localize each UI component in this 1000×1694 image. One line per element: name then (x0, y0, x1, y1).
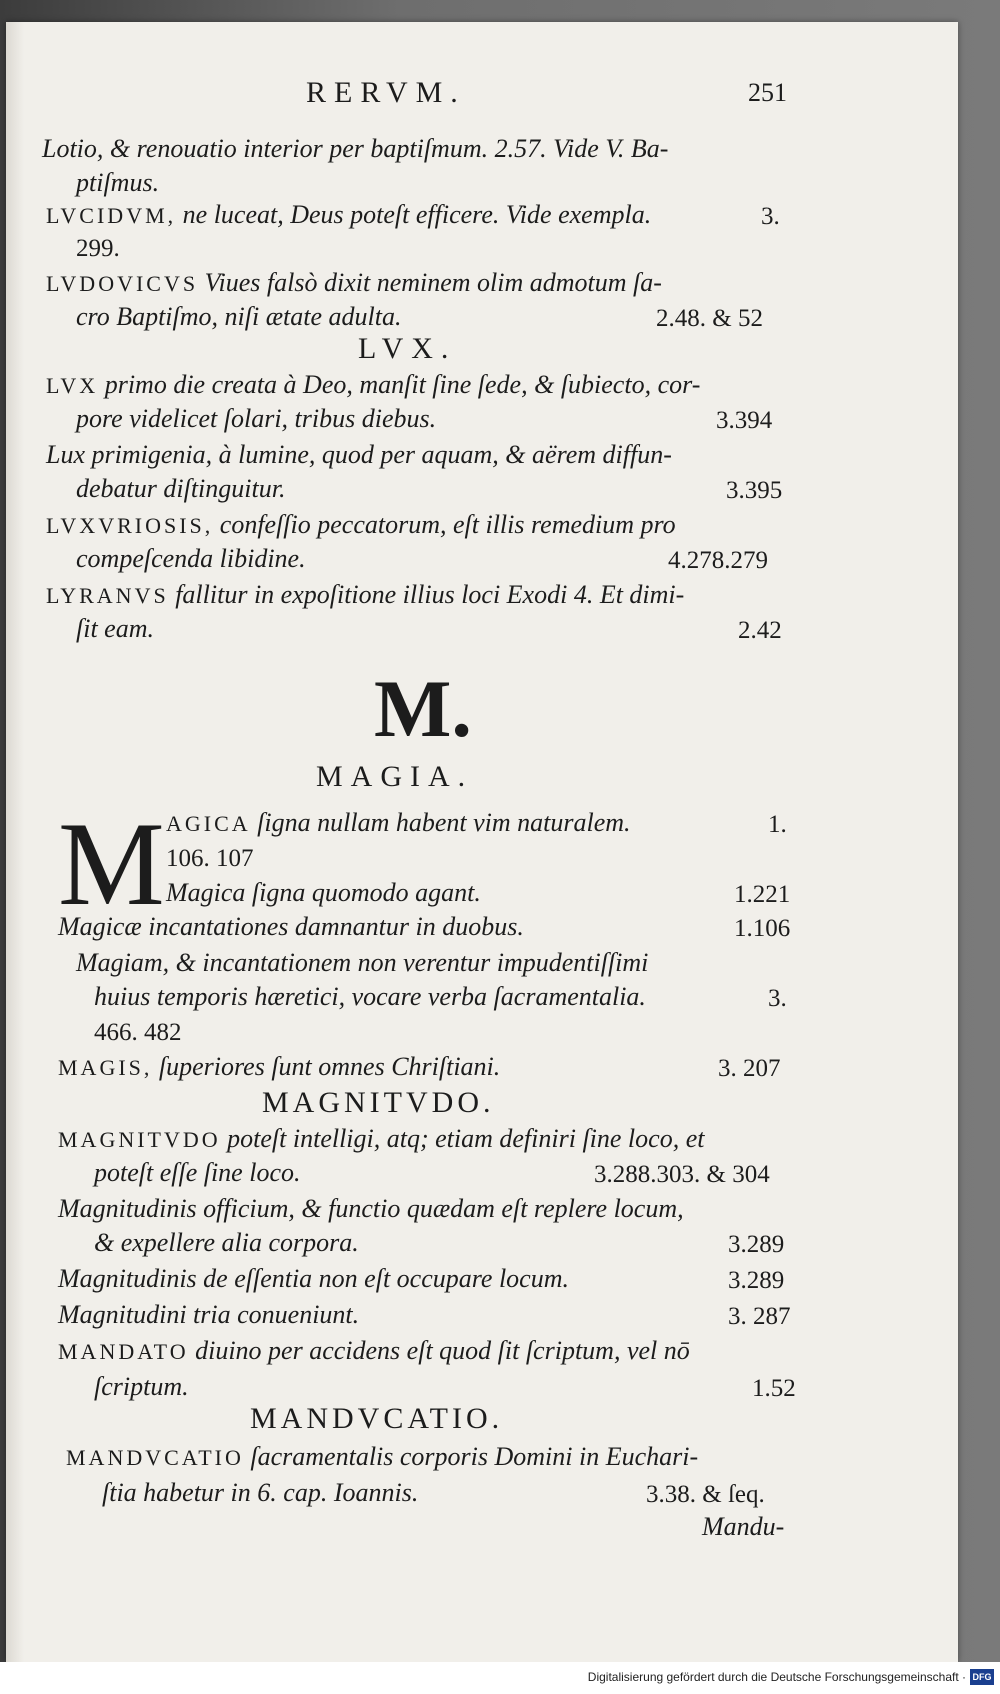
index-entry-magica-cont: 106. 107 (166, 845, 254, 872)
index-entry-lyranus: LYRANVS fallitur in expoſitione illius loci Exodi 4. Et dimi- (46, 580, 685, 609)
index-ref: 3. 287 (728, 1303, 791, 1330)
index-entry-magnitudini: Magnitudini tria conueniunt. (58, 1300, 360, 1329)
index-entry-lux-primigenia-cont: debatur diſtinguitur. (76, 474, 286, 503)
section-letter: M. (374, 663, 472, 754)
index-entry-lux-primigenia: Lux primigenia, à lumine, quod per aquam, & aërem diffun- (46, 440, 672, 469)
index-entry-magica-signa: Magica ſigna quomodo agant. (166, 878, 481, 907)
index-entry-lux-cont: pore videlicet ſolari, tribus diebus. (76, 404, 437, 433)
index-entry-ludovicus: LVDOVICVS Viues falsò dixit neminem olim admotum ſa- (46, 268, 662, 297)
index-entry-lucidum: LVCIDVM, ne luceat, Deus poteſt efficere. Vide exempla. (46, 200, 652, 229)
index-entry-magiam-cont2: 466. 482 (94, 1019, 182, 1046)
index-entry-magis: MAGIS, ſuperiores ſunt omnes Chriſtiani. (58, 1052, 501, 1081)
section-heading-manducatio: MANDVCATIO. (250, 1402, 504, 1435)
index-ref: 3.289 (728, 1267, 785, 1294)
index-entry-lux: LVX primo die creata à Deo, manſit ſine ſede, & ſubiecto, cor- (46, 370, 701, 399)
index-entry-magnitudo-cont: poteſt eſſe ſine loco. (94, 1158, 301, 1187)
index-ref: 3. 207 (718, 1055, 781, 1082)
page-number: 251 (748, 78, 787, 107)
section-heading-magia: MAGIA. (316, 760, 474, 793)
index-entry-magiam-cont: huius temporis hæretici, vocare verba ſacramentalia. (94, 982, 646, 1011)
index-ref: 1.52 (752, 1375, 796, 1402)
index-entry-luxuriosis-cont: compeſcenda libidine. (76, 544, 306, 573)
index-ref: 3.395 (726, 477, 783, 504)
index-entry-mandato-cont: ſcriptum. (94, 1372, 189, 1401)
running-head-title: RERVM. (306, 76, 466, 109)
book-page (6, 22, 958, 1662)
section-heading-magnitudo: MAGNITVDO. (262, 1086, 495, 1119)
index-ref: 3.288.303. & 304 (594, 1161, 770, 1188)
drop-cap: M (58, 797, 165, 930)
index-ref: 1.106 (734, 915, 791, 942)
index-entry-magica: AGICA ſigna nullam habent vim naturalem. (166, 808, 631, 837)
index-entry-magnitudinis-essentia: Magnitudinis de eſſentia non eſt occupare locum. (58, 1264, 569, 1293)
index-entry-luxuriosis: LVXVRIOSIS, confeſſio peccatorum, eſt illis remedium pro (46, 510, 676, 539)
index-entry-manducatio-cont: ſtia habetur in 6. cap. Ioannis. (102, 1478, 419, 1507)
index-entry-lotio-cont: ptiſmus. (76, 168, 160, 197)
index-entry-magnitudinis-officium-cont: & expellere alia corpora. (94, 1228, 359, 1257)
index-entry-lotio: Lotio, & renouatio interior per baptiſmum. 2.57. Vide V. Ba- (42, 134, 669, 163)
index-entry-mandato: MANDATO diuino per accidens eſt quod ſit ſcriptum, vel nō (58, 1336, 690, 1365)
catchword: Mandu- (702, 1512, 785, 1541)
index-entry-magnitudinis-officium: Magnitudinis officium, & functio quædam eſt replere locum, (58, 1194, 684, 1223)
index-entry-ludovicus-cont: cro Baptiſmo, niſi ætate adulta. (76, 302, 402, 331)
index-ref: 3. (768, 985, 787, 1012)
index-ref: 4.278.279 (668, 547, 768, 574)
dfg-logo: DFG (970, 1669, 994, 1685)
footer-bar (0, 1662, 1000, 1694)
index-ref: 2.42 (738, 617, 782, 644)
index-ref: 3.38. & ſeq. (646, 1481, 765, 1508)
index-entry-magicae: Magicæ incantationes damnantur in duobus. (58, 912, 524, 941)
footer-credit: Digitalisierung gefördert durch die Deutsche Forschungsgemeinschaft · (587, 1670, 966, 1684)
index-entry-magnitudo: MAGNITVDO poteſt intelligi, atq; etiam definiri ſine loco, et (58, 1124, 705, 1153)
index-ref: 3.394 (716, 407, 773, 434)
index-entry-manducatio: MANDVCATIO ſacramentalis corporis Domini in Euchari- (66, 1442, 699, 1471)
index-ref: 1. (768, 811, 787, 838)
index-entry-lyranus-cont: ſit eam. (76, 614, 154, 643)
index-ref: 3.289 (728, 1231, 785, 1258)
index-entry-magiam: Magiam, & incantationem non verentur impudentiſſimi (76, 948, 649, 977)
index-ref: 1.221 (734, 881, 791, 908)
section-heading-lux: LVX. (358, 332, 457, 365)
index-entry-lucidum-cont: 299. (76, 235, 120, 262)
index-ref: 2.48. & 52 (656, 305, 763, 332)
index-ref: 3. (761, 203, 780, 230)
